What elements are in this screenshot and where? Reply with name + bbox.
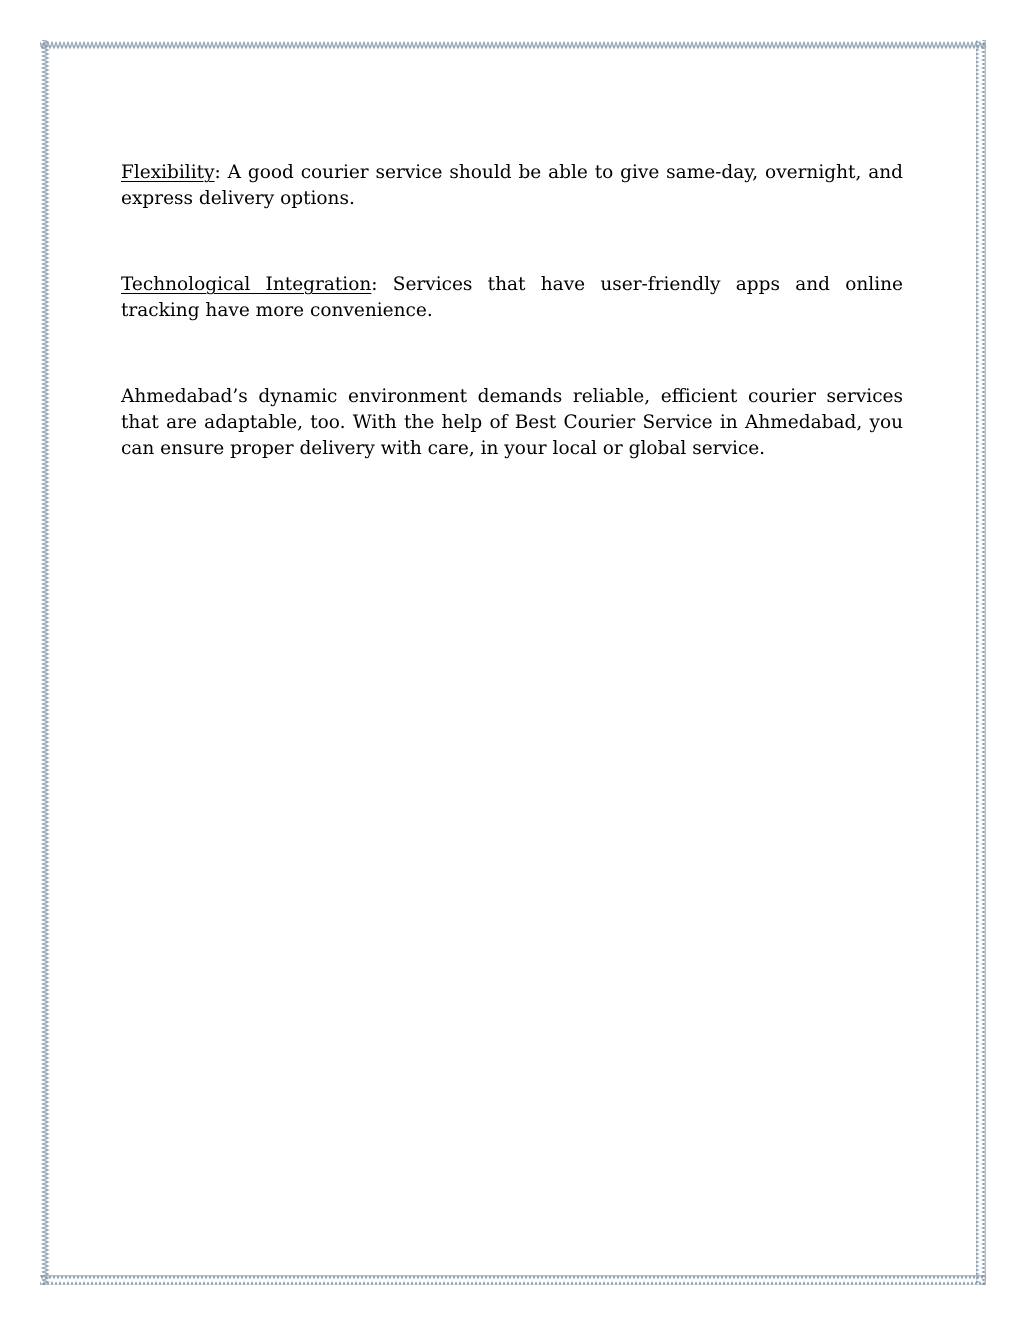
flexibility-term: Flexibility [121,162,215,183]
technological-integration-paragraph [121,272,903,324]
technological-integration-term: Technological Integration [121,274,372,295]
flexibility-paragraph [121,160,903,212]
technological-integration-text: : Services that have user-friendly apps and online tracking have more convenience. [121,274,903,321]
flexibility-text: : A good courier service should be able to give same-day, overnight, and express delivery options. [121,162,903,209]
conclusion-paragraph: Ahmedabad’s dynamic environment demands reliable, efficient courier services that are adaptable, too. With the help of Best Courier Service in Ahmedabad, you can ensure proper delivery with care, in your local or global service. [121,386,903,459]
document-body [121,160,903,462]
